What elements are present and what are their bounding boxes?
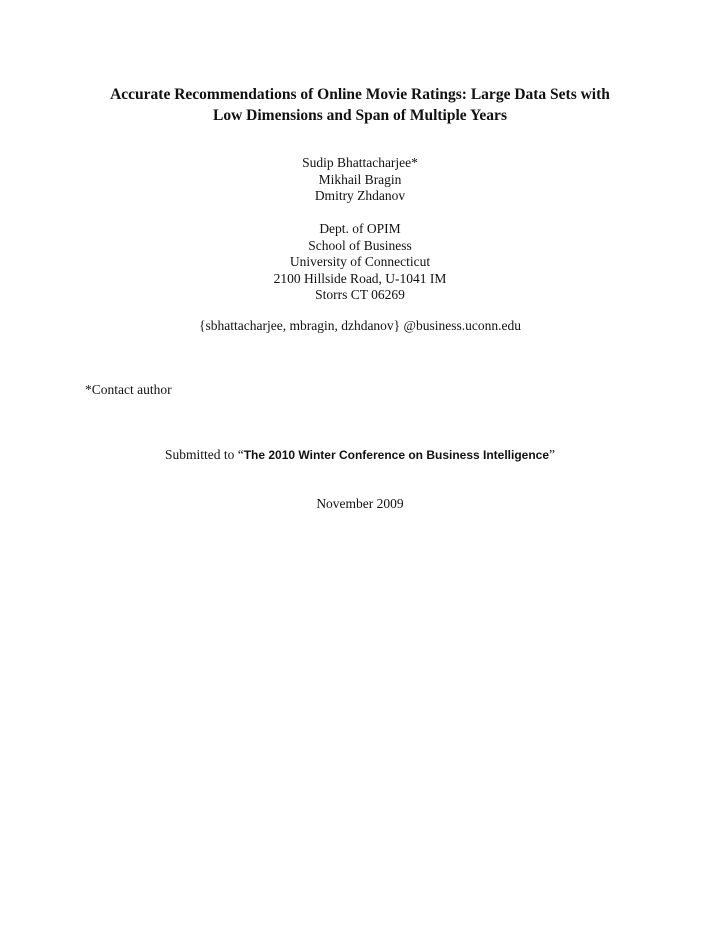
submission-prefix: Submitted to “: [164, 447, 244, 462]
conference-name: The 2010 Winter Conference on Business Intelligence: [243, 448, 550, 462]
submission-note: [40, 447, 680, 464]
email-list: {sbhattacharjee, mbragin, dzhdanov} @business.uconn.edu: [199, 318, 521, 333]
submission-date: November 2009: [316, 496, 404, 511]
affiliation-school: School of Business: [308, 237, 412, 253]
affiliation-block: [40, 221, 680, 304]
paper-title-line-1: Accurate Recommendations of Online Movie Ratings: Large Data Sets with: [110, 86, 610, 103]
affiliation-university: University of Connecticut: [289, 254, 431, 269]
author-name: Mikhail Bragin: [318, 171, 402, 187]
affiliation-department: Dept. of OPIM: [319, 221, 401, 236]
author-name: Dmitry Zhdanov: [314, 188, 406, 203]
affiliation-street: 2100 Hillside Road, U-1041 IM: [273, 270, 447, 286]
author-emails: [40, 318, 680, 335]
author-name: Sudip Bhattacharjee*: [302, 155, 418, 170]
paper-title: [40, 84, 680, 126]
author-list: [40, 155, 680, 205]
contact-author-note: *Contact author: [85, 382, 172, 397]
affiliation-city: Storrs CT 06269: [315, 287, 405, 302]
submission-suffix: ”: [549, 447, 556, 462]
paper-title-line-2: Low Dimensions and Span of Multiple Years: [213, 107, 507, 124]
